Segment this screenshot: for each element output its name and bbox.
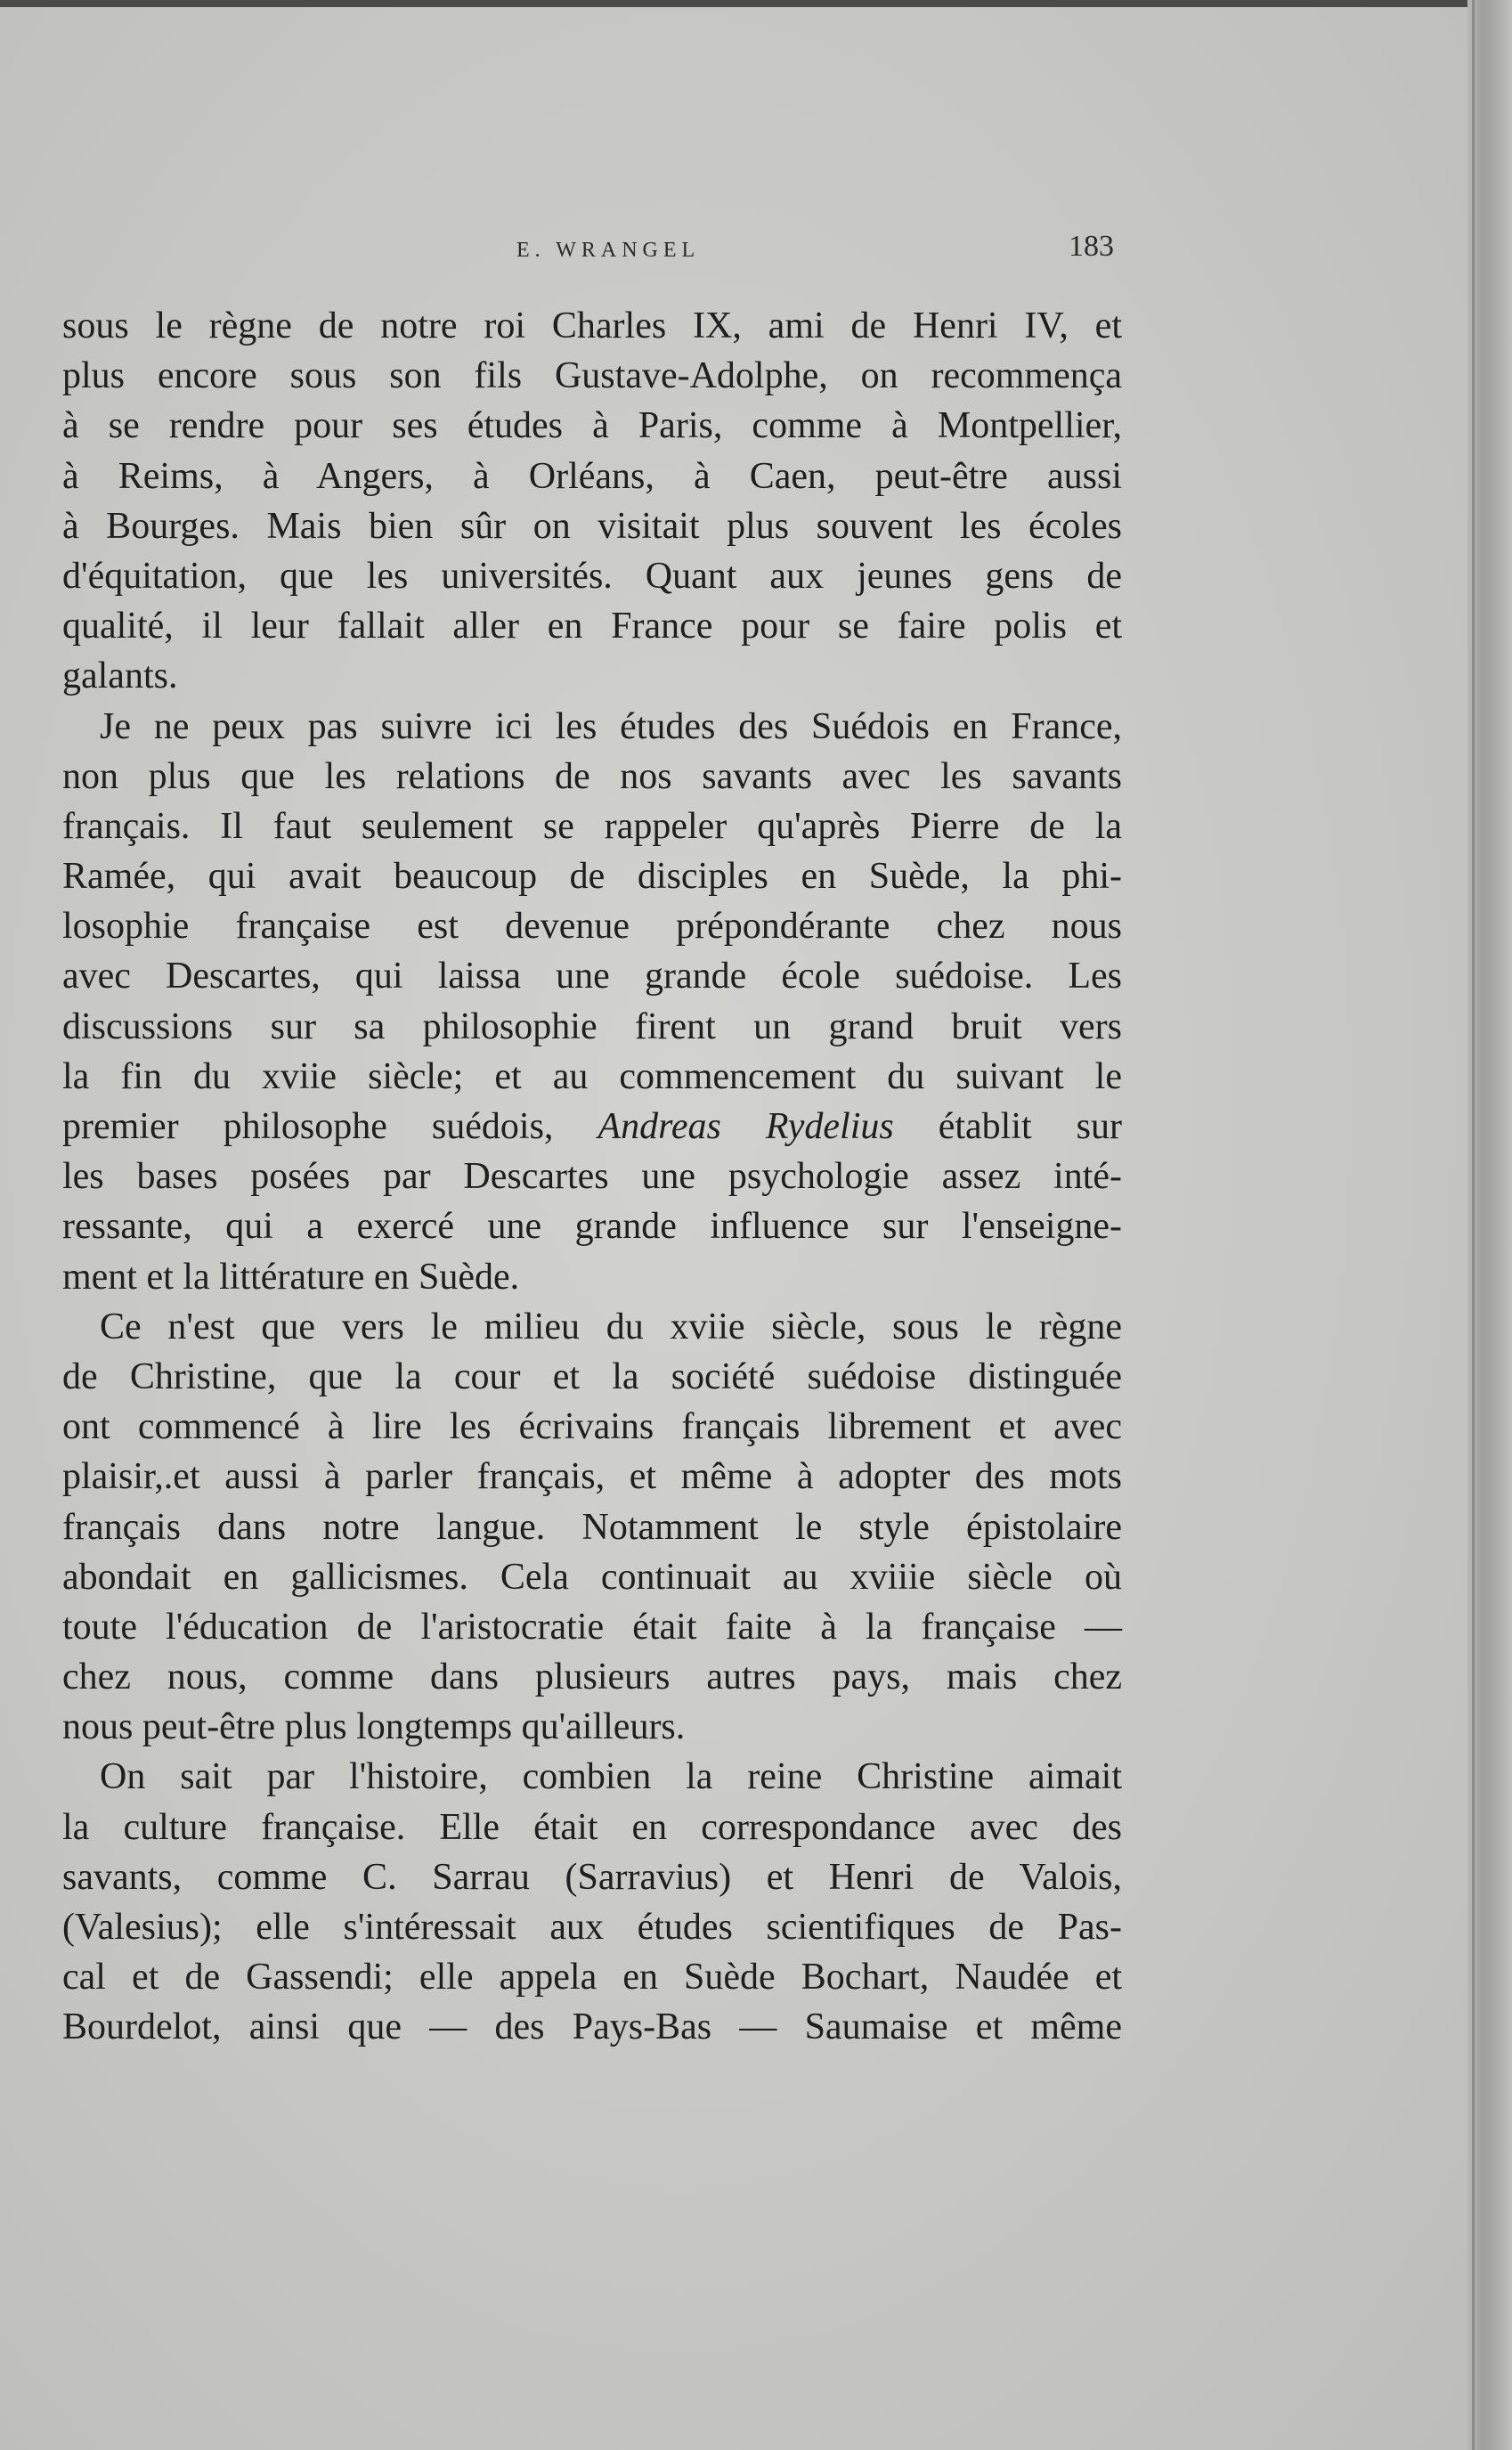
text-line: chez nous, comme dans plusieurs autres pays, mais chez [62, 1656, 1122, 1698]
text-line: (Valesius); elle s'intéressait aux études scientifiques de Pas- [62, 1907, 1122, 1948]
running-head: E. WRANGEL [516, 239, 701, 262]
text-line: ment et la littérature en Suède. [62, 1256, 520, 1298]
text-line: ont commencé à lire les écrivains français librement et avec [62, 1406, 1122, 1448]
text-line: Ce n'est que vers le milieu du xviie siècle, sous le règne [100, 1306, 1122, 1347]
text-line: d'équitation, que les universités. Quant aux jeunes gens de [62, 555, 1122, 597]
top-scan-border [0, 0, 1512, 7]
text-line: abondait en gallicismes. Cela continuait au xviiie siècle où [62, 1556, 1122, 1598]
text-line: toute l'éducation de l'aristocratie était faite à la française — [62, 1606, 1122, 1648]
text-line: avec Descartes, qui laissa une grande école suédoise. Les [62, 956, 1122, 997]
text-line: les bases posées par Descartes une psychologie assez inté- [62, 1156, 1122, 1198]
text-line: à Bourges. Mais bien sûr on visitait plus souvent les écoles [62, 505, 1122, 547]
text-line: la culture française. Elle était en correspondance avec des [62, 1806, 1122, 1848]
text-line: sous le règne de notre roi Charles IX, ami de Henri IV, et [62, 305, 1122, 346]
text-line: losophie française est devenue prépondérante chez nous [62, 906, 1122, 948]
italic-name: Andreas Rydelius [597, 1106, 894, 1147]
text-line: qualité, il leur fallait aller en France pour se faire polis et [62, 606, 1122, 647]
text-line: On sait par l'histoire, combien la reine Christine aimait [100, 1756, 1122, 1798]
paragraph [62, 702, 1122, 1302]
text-line: cal et de Gassendi; elle appela en Suède Bochart, Naudée et [62, 1957, 1122, 1998]
text-line: nous peut-être plus longtemps qu'ailleurs. [62, 1706, 686, 1748]
text-line: français. Il faut seulement se rappeler qu'après Pierre de la [62, 805, 1122, 847]
text-line: plaisir,.et aussi à parler français, et même à adopter des mots [62, 1456, 1122, 1498]
paragraph [62, 1752, 1122, 2052]
text-line: Bourdelot, ainsi que — des Pays-Bas — Saumaise et même [62, 2006, 1122, 2048]
text-line: plus encore sous son fils Gustave-Adolphe, on recommença [62, 355, 1122, 397]
text-line: non plus que les relations de nos savants avec les savants [62, 755, 1122, 797]
paragraph [62, 301, 1122, 702]
text-line: savants, comme C. Sarrau (Sarravius) et Henri de Valois, [62, 1856, 1122, 1898]
paragraph [62, 1302, 1122, 1753]
text-line: ressante, qui a exercé une grande influence sur l'enseigne- [62, 1206, 1122, 1248]
spine-shadow-line [1472, 0, 1475, 2450]
text-line: discussions sur sa philosophie firent un grand bruit vers [62, 1005, 1122, 1047]
text-line: français dans notre langue. Notamment le style épistolaire [62, 1506, 1122, 1548]
page-number: 183 [1069, 230, 1114, 263]
text-line: galants. [62, 655, 178, 697]
text-line: la fin du xviie siècle; et au commencement du suivant le [62, 1055, 1122, 1097]
body-text [62, 301, 1122, 2053]
text-line: à se rendre pour ses études à Paris, comme à Montpellier, [62, 405, 1122, 447]
text-line: Je ne peux pas suivre ici les études des Suédois en France, [100, 705, 1122, 747]
text-line: de Christine, que la cour et la société suédoise distinguée [62, 1355, 1122, 1397]
text-line: à Reims, à Angers, à Orléans, à Caen, peut-être aussi [62, 455, 1122, 497]
text-line: premier philosophe suédois, Andreas Rydelius établit sur [62, 1106, 1123, 1147]
text-line: Ramée, qui avait beaucoup de disciples en Suède, la phi- [62, 856, 1122, 898]
